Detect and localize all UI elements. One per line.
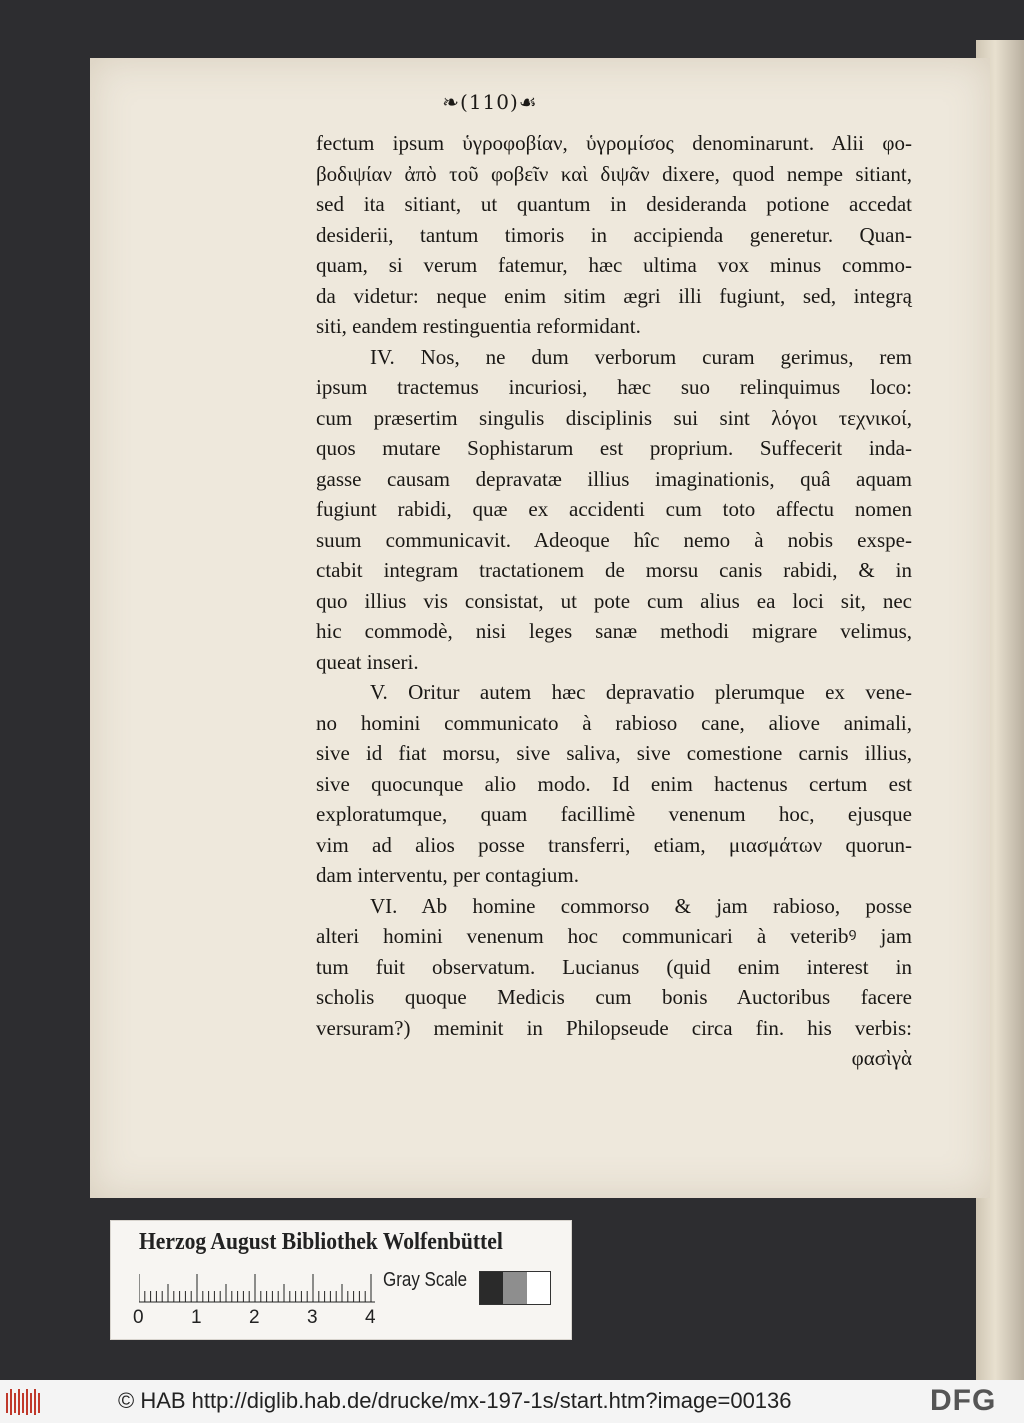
color-reference-card	[110, 1220, 572, 1340]
text-line: no homini communicato à rabioso cane, aliove animali,	[316, 710, 912, 735]
page-number: (110)	[460, 90, 519, 114]
text-line: cum præsertim singulis disciplinis sui sint λόγοι τεχνικοί,	[316, 405, 912, 430]
text-line: ipsum tractemus incuriosi, hæc suo relinquimus loco:	[316, 375, 912, 399]
text-line: scholis quoque Medicis cum bonis Auctoribus facere	[316, 985, 912, 1009]
text-line: quam, si verum fatemur, hæc ultima vox minus commo-	[316, 253, 912, 277]
page-body-text	[316, 128, 912, 1074]
ruler-numbers	[133, 1307, 383, 1331]
text-line: fectum ipsum ὑγροφοβίαν, ὑγρομίσος denominarunt. Alii φο-	[316, 131, 912, 155]
ruler	[139, 1273, 375, 1303]
ruler-number: 1	[191, 1307, 202, 1328]
ruler-number: 3	[307, 1307, 318, 1328]
text-line: desiderii, tantum timoris in accipienda generetur. Quan-	[316, 222, 912, 247]
text-line: versuram?) meminit in Philopseude circa fin. his verbis:	[316, 1015, 912, 1040]
ruler-number: 0	[133, 1307, 144, 1328]
text-line: fugiunt rabidi, quæ ex accidenti cum toto affectu nomen	[316, 497, 912, 521]
gray-scale-label: Gray Scale	[383, 1269, 468, 1291]
swatch-gray	[503, 1272, 526, 1304]
header-ornament-right: ☙	[518, 90, 538, 114]
page-header	[440, 90, 540, 114]
copyright-link[interactable]: © HAB http://diglib.hab.de/drucke/mx-197-1s/start.htm?image=00136	[118, 1388, 792, 1413]
footer-bar	[0, 1380, 1024, 1423]
text-line: βοδιψίαν ἀπὸ τοῦ φοβεῖν καὶ διψᾶν dixere, quod nempe sitiant,	[316, 161, 912, 186]
header-ornament-left: ❧	[442, 90, 461, 114]
text-line: dam interventu, per contagium.	[316, 863, 580, 887]
text-line: suum communicavit. Adeoque hîc nemo à nobis exspe-	[316, 527, 912, 552]
swatch-white	[527, 1272, 550, 1304]
dfg-logo: DFG	[930, 1384, 997, 1417]
text-line: quos mutare Sophistarum est proprium. Suffecerit inda-	[316, 436, 912, 460]
text-line: hic commodè, nisi leges sanæ methodi migrare velimus,	[316, 619, 912, 643]
text-line: vim ad alios posse transferri, etiam, μιασμάτων quorun-	[316, 832, 912, 857]
text-line: sive quocunque alio modo. Id enim hactenus certum est	[316, 771, 912, 796]
barcode-logo-icon	[4, 1387, 44, 1417]
text-line: ctabit integram tractationem de morsu canis rabidi, & in	[316, 558, 912, 582]
text-line: da videtur: neque enim sitim ægri illi fugiunt, sed, integrą	[316, 283, 912, 308]
text-line: tum fuit observatum. Lucianus (quid enim interest in	[316, 954, 912, 979]
text-line: gasse causam depravatæ illius imaginationis, quâ aquam	[316, 466, 912, 491]
ruler-number: 2	[249, 1307, 260, 1328]
text-line: V. Oritur autem hæc depravatio plerumque ex vene-	[370, 680, 912, 704]
text-line: queat inseri.	[316, 649, 419, 674]
library-name: Herzog August Bibliothek Wolfenbüttel	[139, 1229, 503, 1255]
ruler-number: 4	[365, 1307, 376, 1328]
text-line: quo illius vis consistat, ut pote cum alius ea loci sit, nec	[316, 588, 912, 613]
text-line: exploratumque, quam facillimè venenum hoc, ejusque	[316, 802, 912, 826]
catchword: φασὶγὰ	[851, 1046, 912, 1070]
text-line: VI. Ab homine commorso & jam rabioso, posse	[370, 893, 912, 918]
text-line: sed ita sitiant, ut quantum in desideranda potione accedat	[316, 192, 912, 216]
swatch-black	[480, 1272, 503, 1304]
text-line: sive id fiat morsu, sive saliva, sive comestione carnis illius,	[316, 741, 912, 765]
text-line: IV. Nos, ne dum verborum curam gerimus, rem	[370, 344, 912, 369]
gray-scale-swatches	[479, 1271, 551, 1305]
text-line: siti, eandem restinguentia reformidant.	[316, 314, 641, 338]
text-line: alteri homini venenum hoc communicari à veteribꝰ jam	[316, 924, 912, 948]
